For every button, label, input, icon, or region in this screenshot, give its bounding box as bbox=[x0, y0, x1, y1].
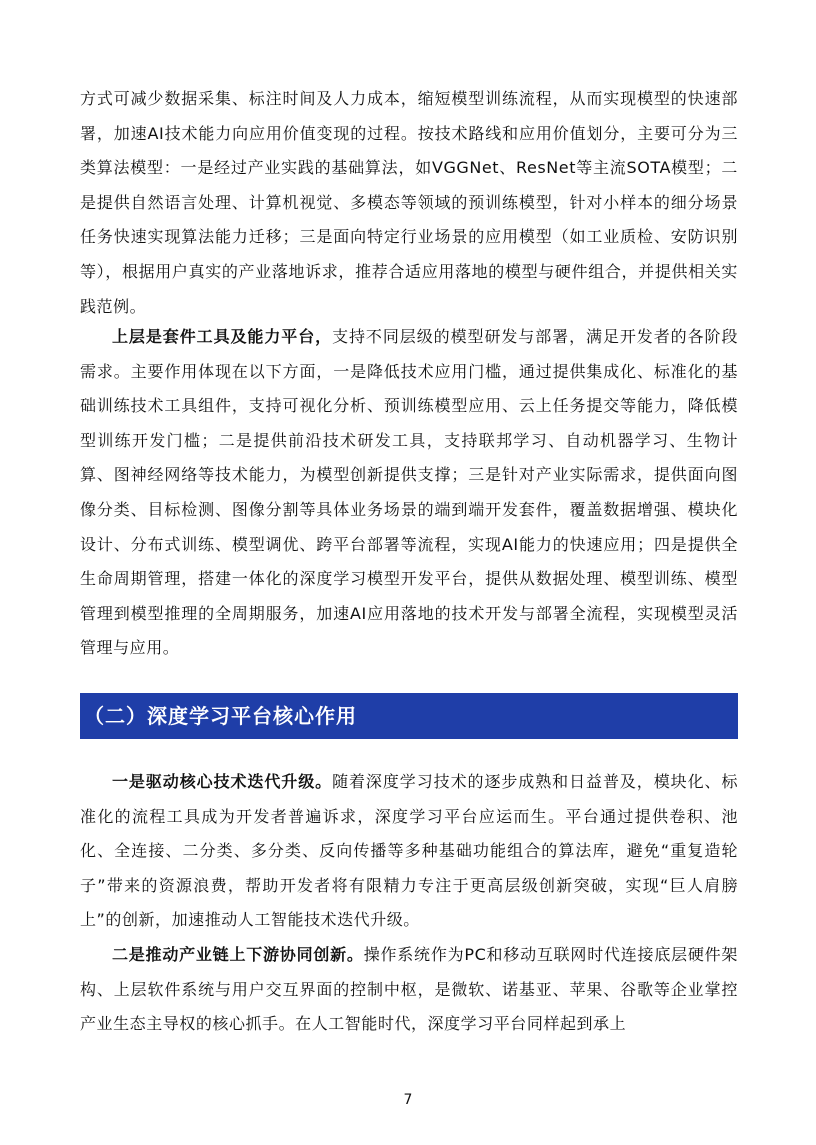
paragraph-drive-iteration bbox=[80, 765, 738, 938]
paragraph-text: 支持不同层级的模型研发与部署，满足开发者的各阶段需求。主要作用体现在以下方面，一是降低技术应用门槛，通过提供集成化、标准化的基础训练技术工具组件，支持可视化分析、预训练模型应用、云上任务提交等能力，降低模型训练开发门槛；二是提供前沿技术研发工具，支持联邦学习、自动机器学习、生物计算、图神经网络等技术能力，为模型创新提供支撑；三是针对产业实际需求，提供面向图像分类、目标检测、图像分割等具体业务场景的端到端开发套件，覆盖数据增强、模块化设计、分布式训练、模型调优、跨平台部署等流程，实现AI能力的快速应用；四是提供全生命周期管理，搭建一体化的深度学习模型开发平台，提供从数据处理、模型训练、模型管理到模型推理的全周期服务，加速AI应用落地的技术开发与部署全流程，实现模型灵活管理与应用。 bbox=[80, 327, 738, 658]
paragraph-text: 方式可减少数据采集、标注时间及人力成本，缩短模型训练流程，从而实现模型的快速部署，加速AI技术能力向应用价值变现的过程。按技术路线和应用价值划分，主要可分为三类算法模型：一是经过产业实践的基础算法，如VGGNet、ResNet等主流SOTA模型；二是提供自然语言处理、计算机视觉、多模态等领域的预训练模型，针对小样本的细分场景任务快速实现算法能力迁移；三是面向特定行业场景的应用模型（如工业质检、安防识别等），根据用户真实的产业落地诉求，推荐合适应用落地的模型与硬件组合，并提供相关实践范例。 bbox=[80, 89, 738, 316]
paragraph-text: 随着深度学习技术的逐步成熟和日益普及，模块化、标准化的流程工具成为开发者普遍诉求，深度学习平台应运而生。平台通过提供卷积、池化、全连接、二分类、多分类、反向传播等多种基础功能组合的算法库，避免“重复造轮子”带来的资源浪费，帮助开发者将有限精力专注于更高层级创新突破，实现“巨人肩膀上”的创新，加速推动人工智能技术迭代升级。 bbox=[80, 772, 738, 930]
paragraph-industry-collaboration bbox=[80, 938, 738, 1042]
paragraph-lead: 上层是套件工具及能力平台， bbox=[112, 327, 333, 346]
paragraph-model-layer bbox=[80, 82, 738, 324]
paragraph-lead: 一是驱动核心技术迭代升级。 bbox=[112, 772, 333, 791]
section-heading-text: （二）深度学习平台核心作用 bbox=[84, 704, 357, 728]
paragraph-text: 操作系统作为PC和移动互联网时代连接底层硬件架构、上层软件系统与用户交互界面的控制中枢，是微软、诺基亚、苹果、谷歌等企业掌控产业生态主导权的核心抓手。在人工智能时代，深度学习平台同样起到承上 bbox=[80, 945, 738, 1034]
page-number: 7 bbox=[403, 1092, 413, 1108]
paragraph-lead: 二是推动产业链上下游协同创新。 bbox=[112, 945, 364, 964]
section-heading bbox=[80, 693, 738, 739]
paragraph-toolkit-layer bbox=[80, 320, 738, 666]
